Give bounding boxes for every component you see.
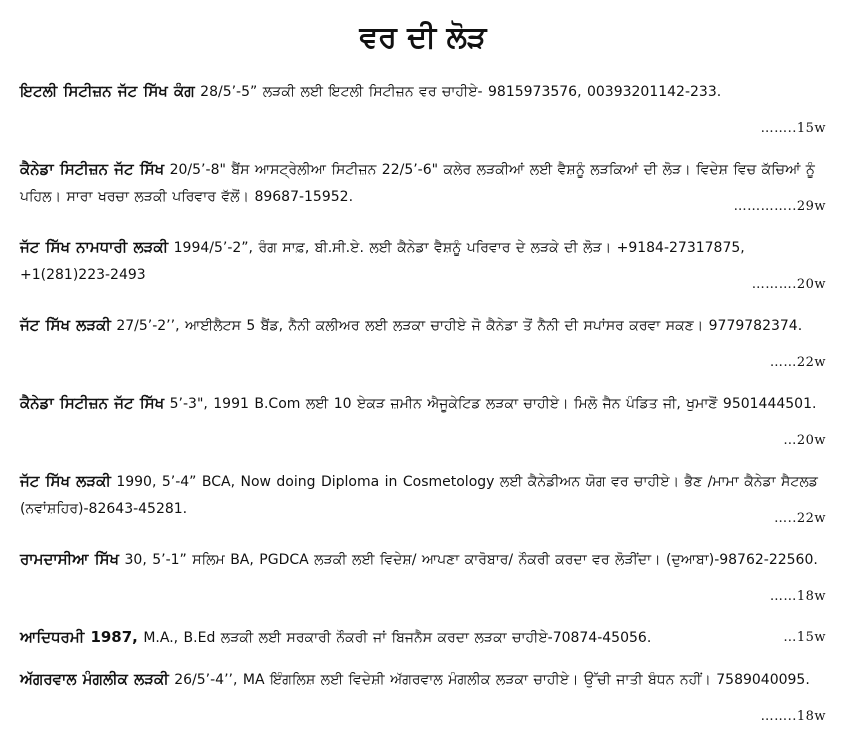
ad-text — [20, 468, 826, 523]
ad-details: 20/5’-8" ਬੈਂਸ ਆਸਟ੍ਰੇਲੀਆ ਸਿਟੀਜ਼ਨ 22/5’-6" ਕਲੇਰ ਲੜਕੀਆਂ ਲਈ ਵੈਸ਼ਨੂੰ ਲੜਕਿਆਂ ਦੀ ਲੋੜ। ਵਿਦੇਸ਼ ਵਿਚ ਕੱਚਿਆਂ ਨੂੰ ਪਹਿਲ। ਸਾਰਾ ਖਰਚਾ ਲੜਕੀ ਪਰਿਵਾਰ ਵੱਲੋਂ। 89687-15952. — [20, 162, 815, 205]
ad-entry — [20, 468, 826, 546]
ad-entry — [20, 390, 826, 468]
ad-heading: ਆਦਿਧਰਮੀ 1987, — [20, 628, 138, 646]
ad-details: 28/5’-5” ਲੜਕੀ ਲਈ ਇਟਲੀ ਸਿਟੀਜ਼ਨ ਵਰ ਚਾਹੀਏ- 9815973576, 00393201142-233. — [194, 84, 722, 100]
ad-details: 30, 5’-1” ਸਲਿਮ BA, PGDCA ਲੜਕੀ ਲਈ ਵਿਦੇਸ਼/ ਆਪਣਾ ਕਾਰੋਬਾਰ/ ਨੌਕਰੀ ਕਰਦਾ ਵਰ ਲੋੜੀਂਦਾ। (ਦੁਆਬਾ)-98762-22560. — [119, 552, 818, 568]
ad-details: 1990, 5’-4” BCA, Now doing Diploma in Cosmetology ਲਈ ਕੈਨੇਡੀਅਨ ਯੋਗ ਵਰ ਚਾਹੀਏ। ਭੈਣ /ਮਾਮਾ ਕੈਨੇਡਾ ਸੈਟਲਡ (ਨਵਾਂਸ਼ਹਿਰ)-82643-45281. — [20, 474, 818, 517]
ad-text — [20, 666, 826, 694]
ad-word-count: ……..18w — [760, 709, 826, 724]
ad-word-count: ……….20w — [751, 277, 826, 292]
ad-heading: ਰਾਮਦਾਸੀਆ ਸਿੱਖ — [20, 550, 120, 568]
ad-text — [20, 546, 826, 574]
ad-heading: ਜੱਟ ਸਿੱਖ ਲੜਕੀ — [20, 316, 111, 334]
ad-entry — [20, 624, 826, 666]
ad-details: 27/5’-2’’, ਆਈਲੈਟਸ 5 ਬੈਂਡ, ਨੈਨੀ ਕਲੀਅਰ ਲਈ ਲੜਕਾ ਚਾਹੀਏ ਜੋ ਕੈਨੇਡਾ ਤੋਂ ਨੈਨੀ ਦੀ ਸਪਾਂਸਰ ਕਰਵਾ ਸਕਣ। 9779782374. — [110, 318, 803, 334]
ad-word-count: ……..15w — [760, 121, 826, 136]
page-title: ਵਰ ਦੀ ਲੋੜ — [359, 20, 487, 55]
ad-heading: ਅੱਗਰਵਾਲ ਮੰਗਲੀਕ ਲੜਕੀ — [20, 670, 169, 688]
ad-entry — [20, 78, 826, 156]
ad-text — [20, 78, 826, 106]
ad-entry — [20, 666, 826, 744]
ad-heading: ਜੱਟ ਸਿੱਖ ਲੜਕੀ — [20, 472, 111, 490]
ad-text — [20, 390, 826, 418]
ad-word-count: ……18w — [769, 589, 826, 604]
ad-heading: ਜੱਟ ਸਿੱਖ ਨਾਮਧਾਰੀ ਲੜਕੀ — [20, 238, 169, 256]
ad-word-count: …………..29w — [733, 199, 826, 214]
ad-entry — [20, 312, 826, 390]
ad-word-count: ……22w — [769, 355, 826, 370]
ad-text — [20, 156, 826, 211]
ad-heading: ਕੈਨੇਡਾ ਸਿਟੀਜ਼ਨ ਜੱਟ ਸਿੱਖ — [20, 394, 165, 412]
ad-details: M.A., B.Ed ਲੜਕੀ ਲਈ ਸਰਕਾਰੀ ਨੌਕਰੀ ਜਾਂ ਬਿਜਨੈਸ ਕਰਦਾ ਲੜਕਾ ਚਾਹੀਏ-70874-45056. — [137, 630, 652, 646]
ad-details: 26/5’-4’’, MA ਇੰਗਲਿਸ਼ ਲਈ ਵਿਦੇਸ਼ੀ ਅੱਗਰਵਾਲ ਮੰਗਲੀਕ ਲੜਕਾ ਚਾਹੀਏ। ਉੱਚੀ ਜਾਤੀ ਬੰਧਨ ਨਹੀਂ। 7589040095. — [168, 672, 810, 688]
ad-word-count: …..22w — [774, 511, 826, 526]
ad-text — [20, 624, 826, 652]
ad-details: 5’-3", 1991 B.Com ਲਈ 10 ਏਕੜ ਜ਼ਮੀਨ ਐਜੂਕੇਟਿਡ ਲੜਕਾ ਚਾਹੀਏ। ਮਿਲੋ ਜੈਨ ਪੰਡਿਤ ਜੀ, ਖੁਮਾਣੋਂ 9501444501. — [164, 396, 817, 412]
ad-heading: ਇਟਲੀ ਸਿਟੀਜ਼ਨ ਜੱਟ ਸਿੱਖ ਕੰਗ — [20, 82, 195, 100]
ad-text — [20, 234, 826, 289]
ad-details: 1994/5’-2”, ਰੰਗ ਸਾਫ਼, ਬੀ.ਸੀ.ਏ. ਲਈ ਕੈਨੇਡਾ ਵੈਸ਼ਨੂੰ ਪਰਿਵਾਰ ਦੇ ਲੜਕੇ ਦੀ ਲੋੜ। +9184-27317875, +1(281)223-2493 — [20, 240, 745, 283]
ad-word-count: …15w — [783, 630, 826, 645]
ad-text — [20, 312, 826, 340]
ad-entry — [20, 546, 826, 624]
ad-entry — [20, 234, 826, 312]
ad-heading: ਕੈਨੇਡਾ ਸਿਟੀਜ਼ਨ ਜੱਟ ਸਿੱਖ — [20, 160, 165, 178]
ad-entry — [20, 156, 826, 234]
ad-word-count: …20w — [783, 433, 826, 448]
